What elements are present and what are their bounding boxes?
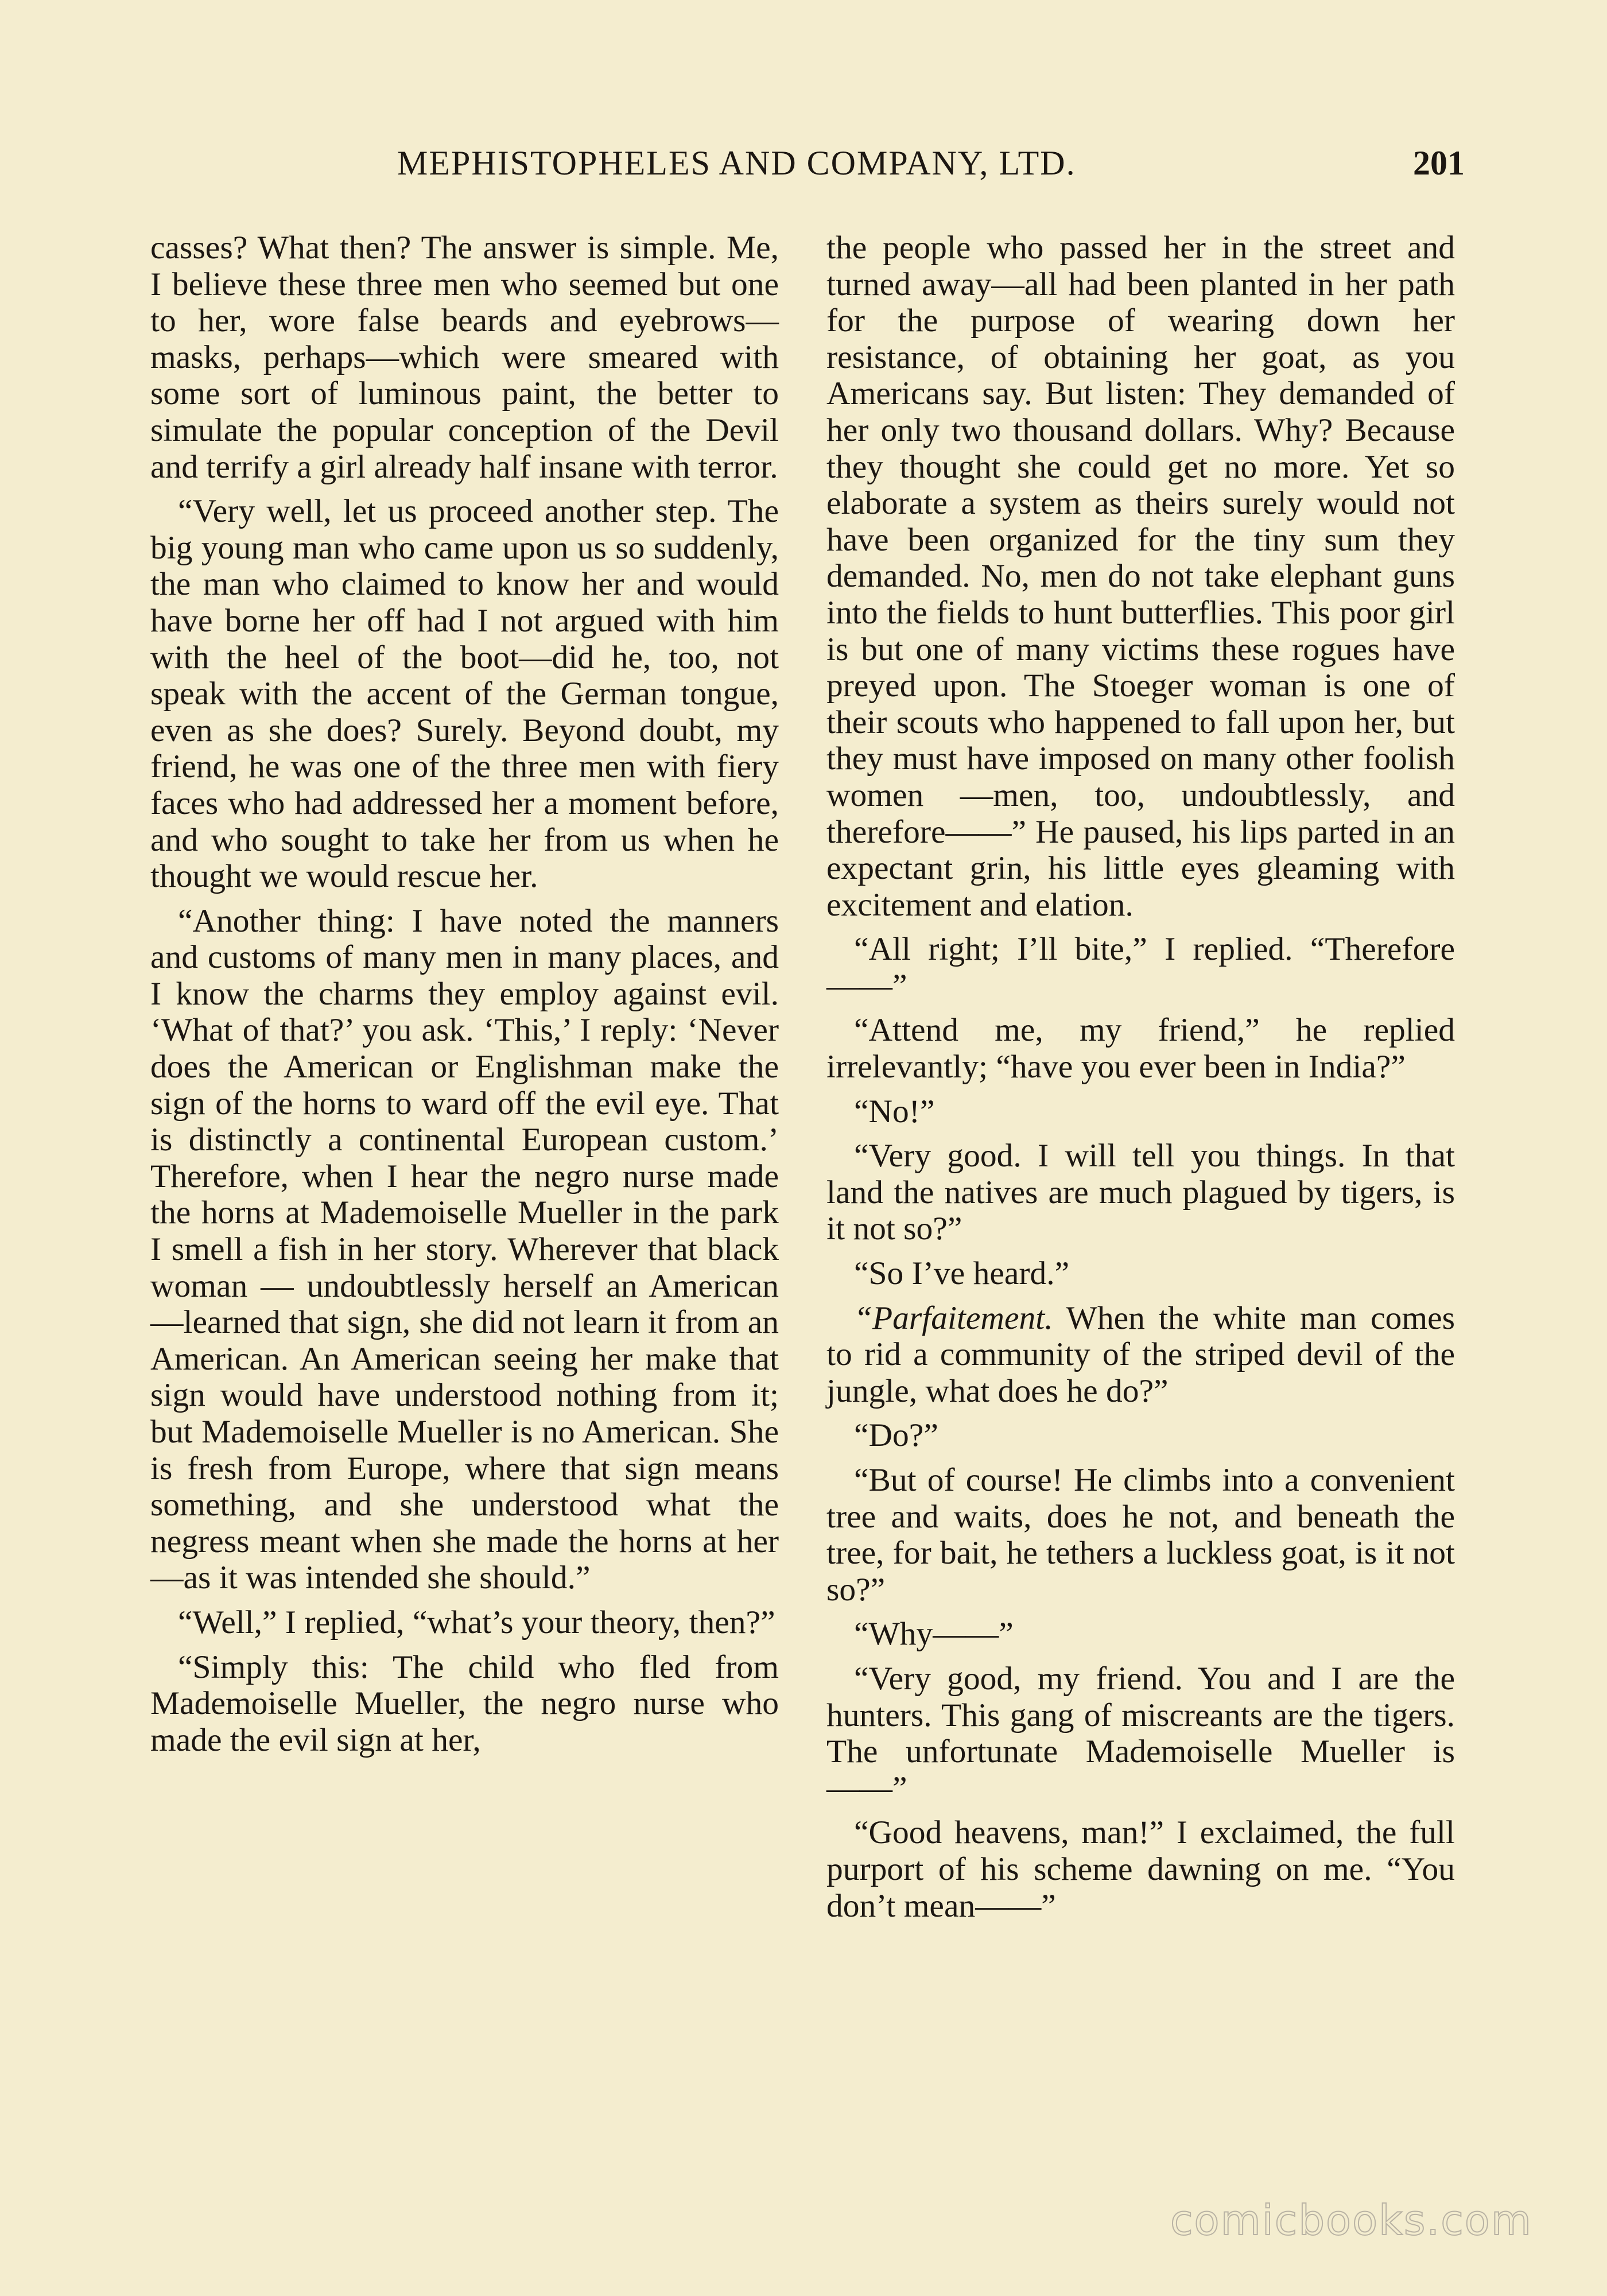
paragraph: “But of course! He climbs into a convenient tree and waits, does he not, and beneath the tree, for bait, he tethers a luckless goat, is it not so?”: [826, 1462, 1455, 1608]
right-column: [826, 230, 1455, 1932]
paragraph: [826, 1300, 1455, 1410]
paragraph: “No!”: [854, 1093, 935, 1130]
paragraph: “So I’ve heard.”: [854, 1255, 1070, 1292]
paragraph: “Very good. I will tell you things. In that land the natives are much plagued by tigers, is it not so?”: [826, 1138, 1455, 1247]
paragraph: “Very well, let us proceed another step. The big young man who came upon us so suddenly, the man who claimed to know her and would have borne her off had I not argued with him with the heel of the boot—did he, too, not speak with the accent of the German tongue, even as she does? Surely. Beyond doubt, my friend, he was one of the three men with fiery faces who had addressed her a moment before, and who sought to take her from us when he thought we would rescue her.: [150, 493, 779, 895]
paragraph: “Good heavens, man!” I exclaimed, the full purport of his scheme dawning on me. “You don’t mean——”: [826, 1814, 1455, 1924]
paragraph: the people who passed her in the street and turned away—all had been planted in her path for the purpose of wearing down her resistance, of obtaining her goat, as you Americans say. But listen: They demanded of her only two thousand dollars. Why? Because they thought she could get no more. Yet so elaborate a system as theirs surely would not have been organized for the tiny sum they demanded. No, men do not take elephant guns into the fields to hunt butterflies. This poor girl is but one of many victims these rogues have preyed upon. The Stoeger woman is one of their scouts who happened to fall upon her, but they must have imposed on many other foolish women —men, too, undoubtlessly, and therefore——” He paused, his lips parted in an expectant grin, his little eyes gleaming with excitement and elation.: [826, 230, 1455, 923]
left-column: [150, 230, 779, 1766]
paragraph: “Well,” I replied, “what’s your theory, then?”: [178, 1604, 775, 1640]
running-title: MEPHISTOPHELES AND COMPANY, LTD.: [397, 144, 1076, 182]
italic-phrase: “Parfaitement.: [854, 1300, 1053, 1336]
paragraph: “Attend me, my friend,” he replied irrelevantly; “have you ever been in India?”: [826, 1012, 1455, 1085]
paragraph: “Simply this: The child who fled from Mademoiselle Mueller, the negro nurse who made the evil sign at her,: [150, 1649, 779, 1758]
paragraph-text: When the white man comes to rid a community of the striped devil of the jungle, what does he do?”: [826, 1300, 1455, 1409]
paragraph: “Why——”: [854, 1616, 1014, 1653]
paragraph: casses? What then? The answer is simple. Me, I believe these three men who seemed but one to her, wore false beards and eyebrows—masks, perhaps—which were smeared with some sort of luminous paint, the better to simulate the popular conception of the Devil and terrify a girl already half insane with terror.: [150, 230, 779, 485]
page-number: 201: [1413, 144, 1465, 182]
paragraph: “Do?”: [854, 1417, 938, 1454]
running-head: [150, 144, 1465, 189]
paragraph: “All right; I’ll bite,” I replied. “Therefore——”: [826, 931, 1455, 1004]
paragraph: “Another thing: I have noted the manners and customs of many men in many places, and I know the charms they employ against evil. ‘What of that?’ you ask. ‘This,’ I reply: ‘Never does the American or Englishman make the sign of the horns to ward off the evil eye. That is distinctly a continental European custom.’ Therefore, when I hear the negro nurse made the horns at Mademoiselle Mueller in the park I smell a fish in her story. Wherever that black woman — undoubtlessly herself an American—learned that sign, she did not learn it from an American. An American seeing her make that sign would have understood nothing from it; but Mademoiselle Mueller is no American. She is fresh from Europe, where that sign means something, and she understood what the negress meant when she made the horns at her—as it was intended she should.”: [150, 902, 779, 1596]
watermark: comicbooks.com: [1170, 2196, 1532, 2244]
paragraph: “Very good, my friend. You and I are the hunters. This gang of miscreants are the tigers. The unfortunate Mademoiselle Mueller is——”: [826, 1660, 1455, 1806]
